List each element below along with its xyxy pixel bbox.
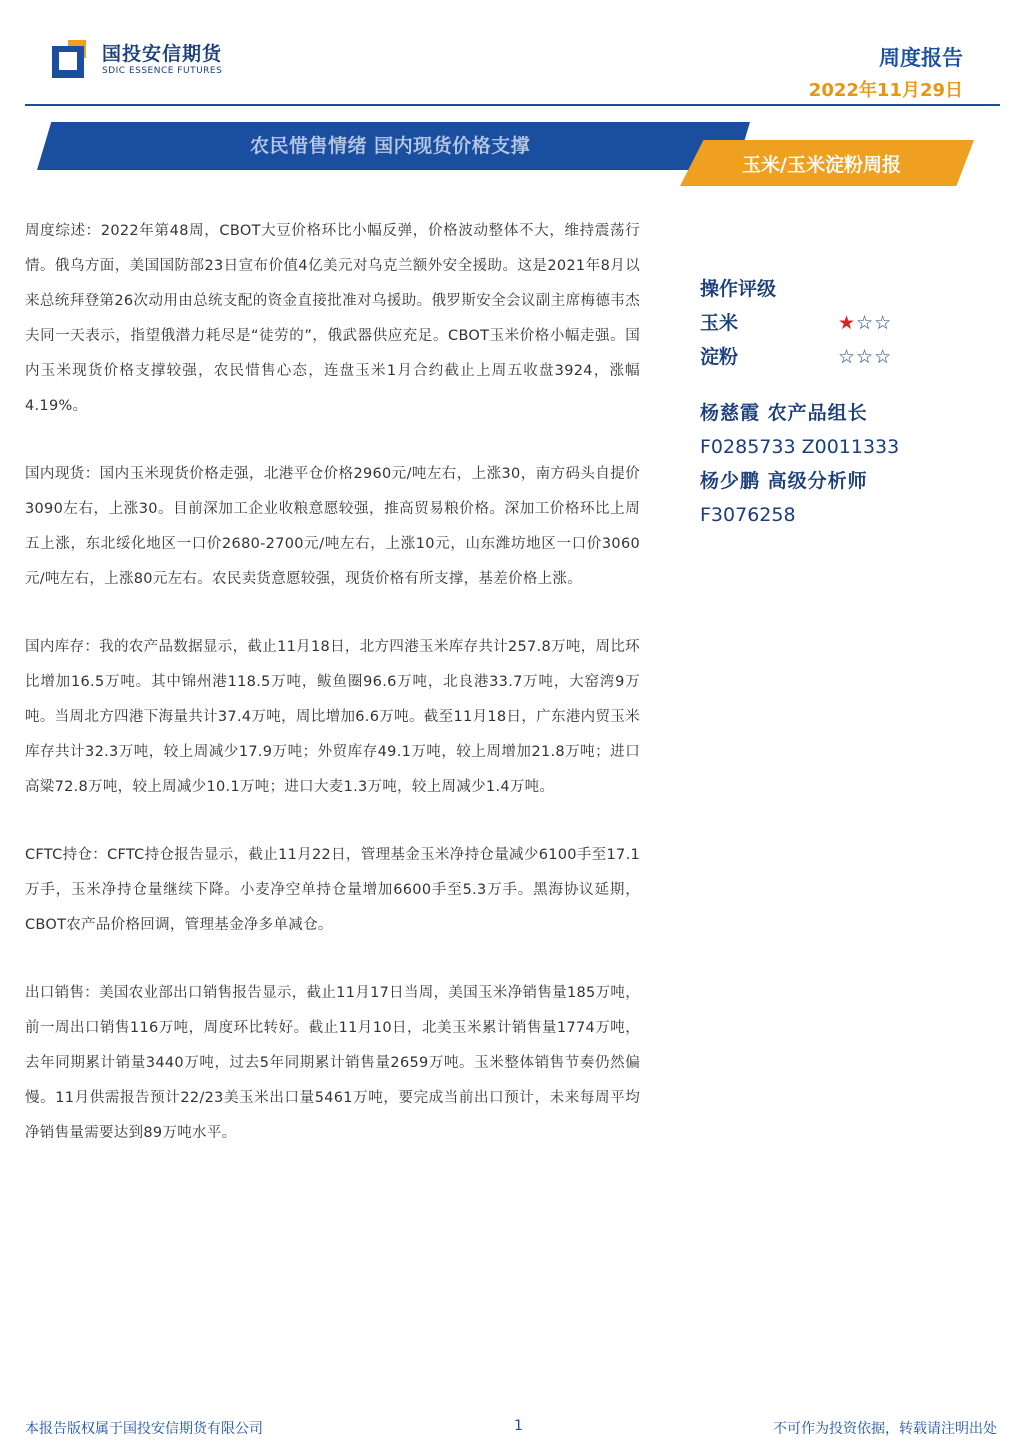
analyst-name: 杨慈霞 农产品组长 <box>700 402 868 424</box>
rating-name: 玉米 <box>700 312 739 334</box>
paragraph-domestic-inventory: 国内库存：我的农产品数据显示，截止11月18日，北方四港玉米库存共计257.8万吨，周比环比增加16.5万吨。其中锦州港118.5万吨，鲅鱼圈96.6万吨，北良港33.7万吨，大窑湾9万吨。当周北方四港下海量共计37.4万吨，周比增加6.6万吨。截至11月18日，广东港内贸玉米库存共计32.3万吨，较上周减少17.9万吨；外贸库存49.1万吨，较上周增加21.8万吨；进口高粱72.8万吨，较上周减少10.1万吨；进口大麦1.3万吨，较上周减少1.4万吨。 <box>25 639 640 795</box>
sidebar <box>700 272 1000 532</box>
rating-name: 淀粉 <box>700 346 739 368</box>
analyst-name: 杨少鹏 高级分析师 <box>700 470 868 492</box>
footer-disclaimer: 不可作为投资依据，转载请注明出处 <box>773 1421 997 1437</box>
paragraph-weekly-summary: 周度综述：2022年第48周，CBOT大豆价格环比小幅反弹，价格波动整体不大，维持震荡行情。俄乌方面，美国国防部23日宣布价值4亿美元对乌克兰额外安全援助。这是2021年8月以来总统拜登第26次动用由总统支配的资金直接批准对乌援助。俄罗斯安全会议副主席梅德韦杰夫同一天表示，指望俄潜力耗尽是“徒劳的”，俄武器供应充足。CBOT玉米价格小幅走强。国内玉米现货价格支撑较强，农民惜售心态，连盘玉米1月合约截止上周五收盘3924，涨幅4.19%。 <box>25 223 640 414</box>
report-type: 周度报告 <box>879 46 963 70</box>
header-divider <box>25 104 1000 106</box>
logo-name-en: SDIC ESSENCE FUTURES <box>102 66 223 76</box>
analyst-block <box>700 396 1000 532</box>
report-title: 农民惜售情绪 国内现货价格支撑 <box>250 135 531 157</box>
analyst-license: F3076258 <box>700 504 796 526</box>
star-empty-icon: ☆☆☆ <box>838 346 893 368</box>
report-subtitle: 玉米/玉米淀粉周报 <box>742 154 901 176</box>
paragraph-cftc-positions: CFTC持仓：CFTC持仓报告显示，截止11月22日，管理基金玉米净持仓量减少6100手至17.1万手，玉米净持仓量继续下降。小麦净空单持仓量增加6600手至5.3万手。黑海协议延期，CBOT农产品价格回调，管理基金净多单减仓。 <box>25 847 640 933</box>
star-rating-icon <box>838 340 892 374</box>
rating-row-starch <box>700 340 1000 374</box>
report-body <box>25 214 640 1184</box>
star-rating-icon <box>838 306 892 340</box>
logo-name-cn: 国投安信期货 <box>102 43 223 65</box>
paragraph-export-sales: 出口销售：美国农业部出口销售报告显示，截止11月17日当周，美国玉米净销售量185万吨，前一周出口销售116万吨，周度环比转好。截止11月10日，北美玉米累计销售量1774万吨，去年同期累计销量3440万吨，过去5年同期累计销售量2659万吨。玉米整体销售节奏仍然偏慢。11月供需报告预计22/23美玉米出口量5461万吨，要完成当前出口预计，未来每周平均净销售量需要达到89万吨水平。 <box>25 985 640 1141</box>
paragraph-domestic-spot: 国内现货：国内玉米现货价格走强，北港平仓价格2960元/吨左右，上涨30，南方码头自提价3090左右，上涨30。目前深加工企业收粮意愿较强，推高贸易粮价格。深加工价格环比上周五上涨，东北绥化地区一口价2680-2700元/吨左右，上涨10元，山东潍坊地区一口价3060元/吨左右，上涨80元左右。农民卖货意愿较强，现货价格有所支撑，基差价格上涨。 <box>25 466 640 587</box>
star-empty-icon: ☆☆ <box>856 312 893 334</box>
analyst-license: F0285733 Z0011333 <box>700 436 900 458</box>
logo-text <box>102 43 222 77</box>
rating-heading: 操作评级 <box>700 278 777 300</box>
star-filled-icon: ★ <box>838 312 857 334</box>
page-number: 1 <box>514 1418 523 1434</box>
rating-row-corn <box>700 306 1000 340</box>
company-logo <box>52 40 222 80</box>
report-date: 2022年11月29日 <box>808 80 963 101</box>
logo-mark-icon <box>52 40 92 80</box>
footer-copyright: 本报告版权属于国投安信期货有限公司 <box>25 1421 263 1437</box>
